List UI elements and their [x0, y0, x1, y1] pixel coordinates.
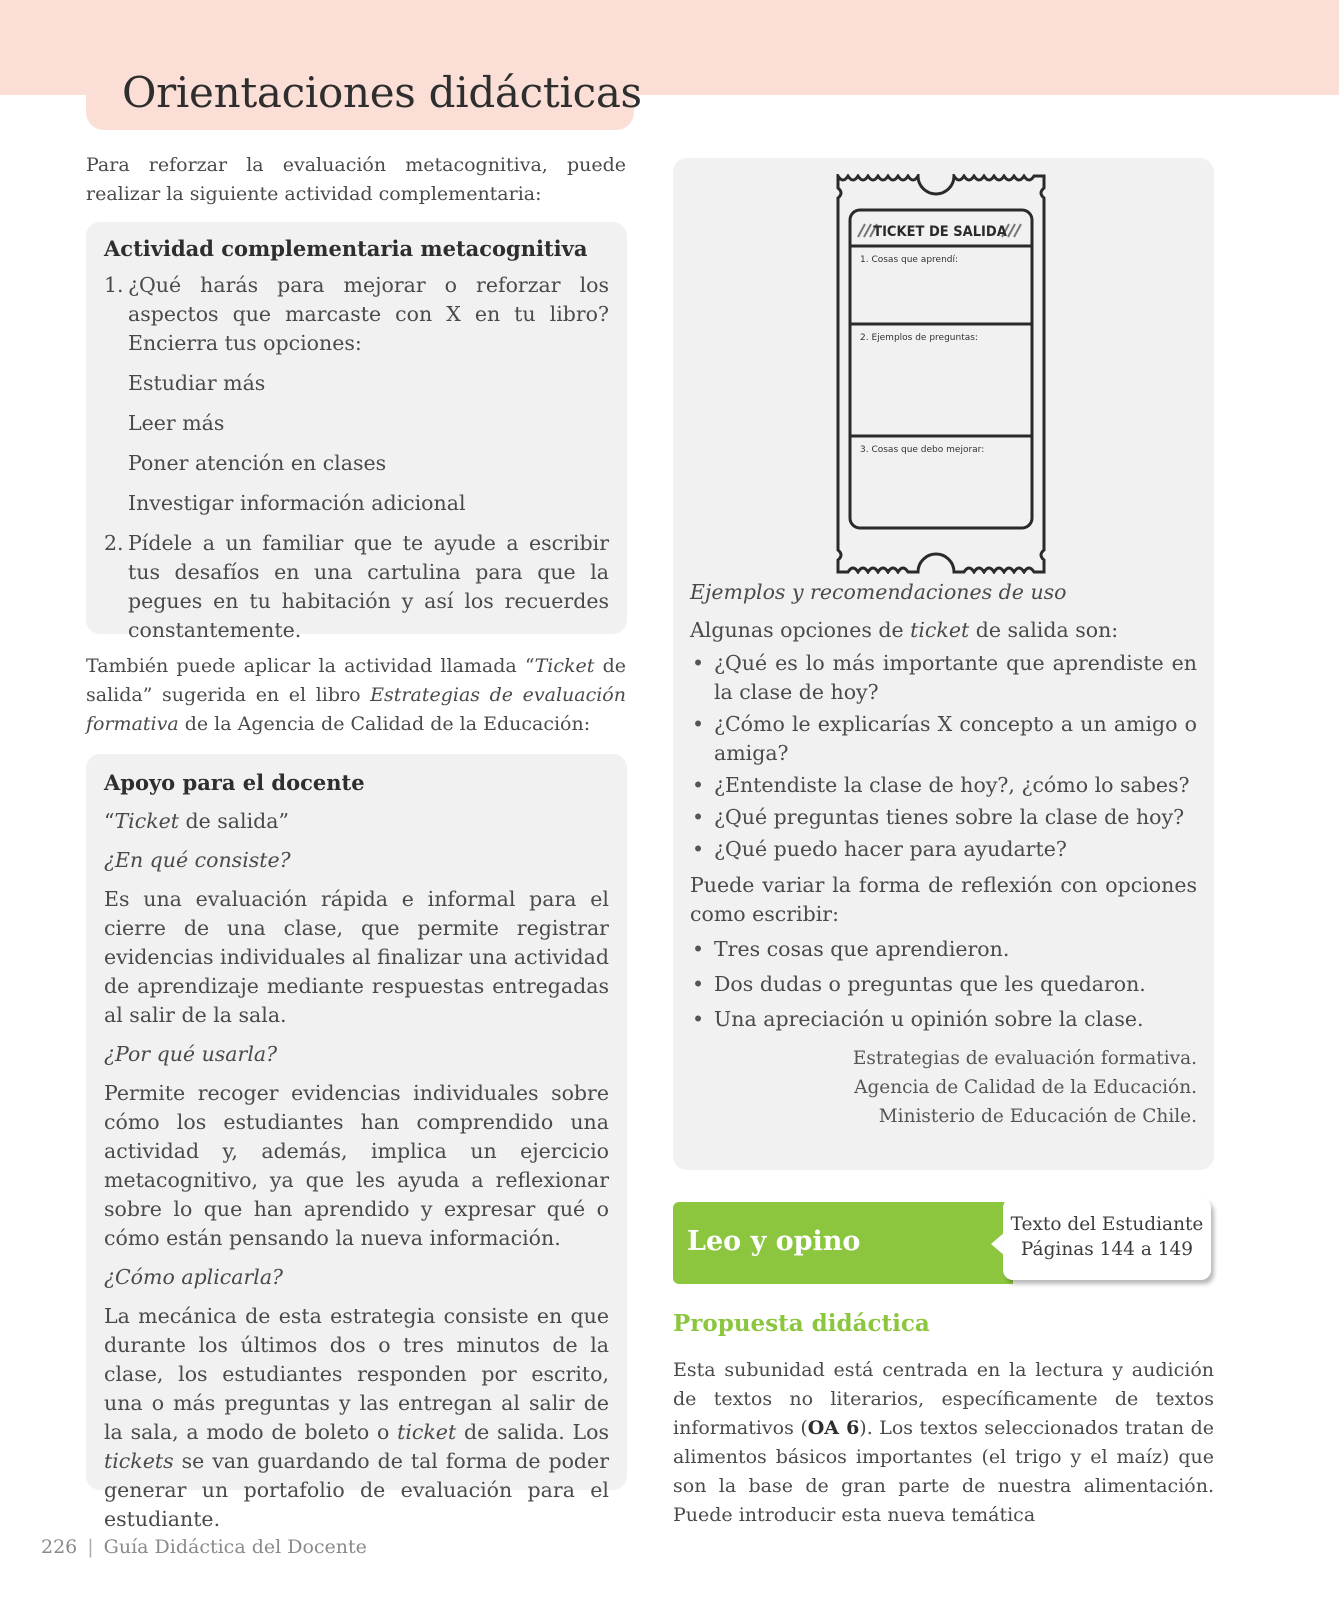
list-item: • ¿Qué es lo más importante que aprendiste en la clase de hoy?	[690, 649, 1197, 707]
list-item: • Dos dudas o preguntas que les quedaron.	[690, 970, 1197, 999]
proposal-paragraph	[673, 1356, 1214, 1530]
list-item: • Tres cosas que aprendieron.	[690, 935, 1197, 964]
text-run: También puede aplicar la actividad llamada “	[86, 655, 535, 677]
text-run: Algunas opciones de	[690, 618, 911, 642]
credit-line: Ministerio de Educación de Chile.	[878, 1106, 1197, 1127]
text-run: “	[104, 809, 115, 833]
option: Leer más	[128, 411, 225, 435]
ticket-field-2: 2. Ejemplos de preguntas:	[860, 333, 978, 343]
text-run: se van guardando de tal forma de poder generar un portafolio de evaluación para el estudiante.	[104, 1449, 609, 1531]
intro-text: Para reforzar la evaluación metacognitiva, puede realizar la siguiente actividad complementaria:	[86, 154, 626, 205]
activity-box	[86, 222, 627, 642]
examples-caption: Ejemplos y recomendaciones de uso	[690, 580, 1067, 604]
activity-item-1	[104, 271, 609, 358]
footer-separator: |	[87, 1536, 94, 1558]
list-item: • ¿Qué preguntas tienes sobre la clase de hoy?	[690, 803, 1197, 832]
book-title: Estrategias de evaluación formativa	[86, 684, 626, 735]
text-run-italic: Ticket	[114, 809, 179, 833]
text-run: de salida” sugerida en el libro	[86, 655, 626, 706]
intro-paragraph	[86, 151, 626, 209]
item-text: Pídele a un familiar que te ayude a escribir tus desafíos en una cartulina para que la pegues en tu habitación y así los recuerdes constantemente.	[128, 531, 609, 642]
section-title: Leo y opino	[687, 1226, 861, 1257]
text-run: de salida son:	[969, 618, 1119, 642]
list-item: • ¿Qué puedo hacer para ayudarte?	[690, 835, 1197, 864]
credit-line: Agencia de Calidad de la Educación.	[854, 1077, 1197, 1098]
middle-text	[86, 652, 626, 739]
ticket-header: TICKET DE SALIDA	[873, 224, 1007, 240]
question-heading: ¿Cómo aplicarla?	[104, 1265, 284, 1289]
text-run: de salida. Los	[456, 1420, 609, 1444]
list-item: • Una apreciación u opinión sobre la clase.	[690, 1005, 1197, 1034]
question-list	[690, 649, 1197, 864]
list-item: • ¿Cómo le explicarías X concepto a un amigo o amiga?	[690, 710, 1197, 768]
page-footer	[41, 1536, 367, 1558]
section-label-bar	[673, 1202, 1013, 1284]
text-run: de salida”	[179, 809, 289, 833]
middle-paragraph	[86, 652, 626, 739]
variation-text: Puede variar la forma de reflexión con opciones como escribir:	[690, 873, 1197, 926]
answer-text: Es una evaluación rápida e informal para el cierre de una clase, que permite registrar evidencias individuales al finalizar una actividad de aprendizaje mediante respuestas entregadas al salir de la sala.	[104, 887, 609, 1027]
option: Estudiar más	[128, 371, 266, 395]
writing-list	[690, 935, 1197, 1034]
text-run-italic: tickets	[104, 1449, 174, 1473]
ticket-illustration	[836, 174, 1046, 574]
teacher-support-box	[86, 754, 627, 1531]
list-item: • ¿Entendiste la clase de hoy?, ¿cómo lo sabes?	[690, 771, 1197, 800]
ticket-field-3: 3. Cosas que debo mejorar:	[860, 445, 985, 455]
reference-title: Texto del Estudiante	[1010, 1214, 1204, 1235]
text-run: Esta subunidad está centrada en la lectura y audición de textos no literarios, específicamente de textos informativos (	[673, 1359, 1214, 1439]
proposal-text	[673, 1356, 1214, 1530]
page-title: Orientaciones didácticas	[122, 68, 642, 117]
activity-list-2	[104, 529, 609, 645]
activity-title: Actividad complementaria metacognitiva	[104, 236, 588, 261]
book-name: Guía Didáctica del Docente	[103, 1536, 367, 1558]
text-run: La mecánica de esta estrategia consiste en que durante los últimos dos o tres minutos de la clase, los estudiantes responden por escrito, una o más preguntas y las entregan al salir de la sala, a modo de boleto o	[104, 1304, 609, 1444]
text-run: ). Los textos seleccionados tratan de alimentos básicos importantes (el trigo y el maíz) que son la base de gran parte de nuestra alimentación. Puede introducir esta nueva temática	[673, 1417, 1214, 1526]
option: Poner atención en clases	[128, 451, 387, 475]
activity-list	[104, 271, 609, 358]
answer-text	[104, 1302, 609, 1534]
text-run-italic: ticket	[910, 618, 970, 642]
credit-line: Estrategias de evaluación formativa.	[852, 1048, 1197, 1069]
option: Investigar información adicional	[128, 491, 466, 515]
support-subtitle	[104, 807, 609, 836]
item-number: 2.	[104, 531, 124, 555]
question-heading: ¿Por qué usarla?	[104, 1042, 278, 1066]
student-text-reference	[1003, 1198, 1211, 1280]
text-run-italic: ticket	[397, 1420, 457, 1444]
question-heading: ¿En qué consiste?	[104, 848, 291, 872]
answer-text: Permite recoger evidencias individuales sobre cómo los estudiantes han comprendido una actividad y, además, implica un ejercicio metacognitivo, ya que les ayuda a reflexionar sobre lo que han aprendido y expresar qué o cómo están pensando la nueva información.	[104, 1081, 609, 1250]
title-tab	[86, 60, 642, 130]
source-credit	[690, 1044, 1197, 1131]
text-run-italic: Ticket	[534, 655, 595, 677]
examples-lead	[690, 616, 1197, 645]
item-number: 1.	[104, 273, 124, 297]
ticket-example-box	[673, 158, 1214, 1170]
page-number: 226	[41, 1536, 78, 1558]
activity-item-2	[104, 529, 609, 645]
section-banner	[673, 1202, 1213, 1284]
item-text: ¿Qué harás para mejorar o reforzar los aspectos que marcaste con X en tu libro? Encierra tus opciones:	[128, 273, 609, 355]
ticket-field-1: 1. Cosas que aprendí:	[860, 255, 959, 265]
reference-pages: Páginas 144 a 149	[1020, 1239, 1194, 1260]
objective-code: OA 6	[807, 1417, 860, 1439]
proposal-heading: Propuesta didáctica	[673, 1310, 930, 1337]
support-title: Apoyo para el docente	[104, 770, 365, 795]
text-run: de la Agencia de Calidad de la Educación:	[178, 713, 591, 735]
